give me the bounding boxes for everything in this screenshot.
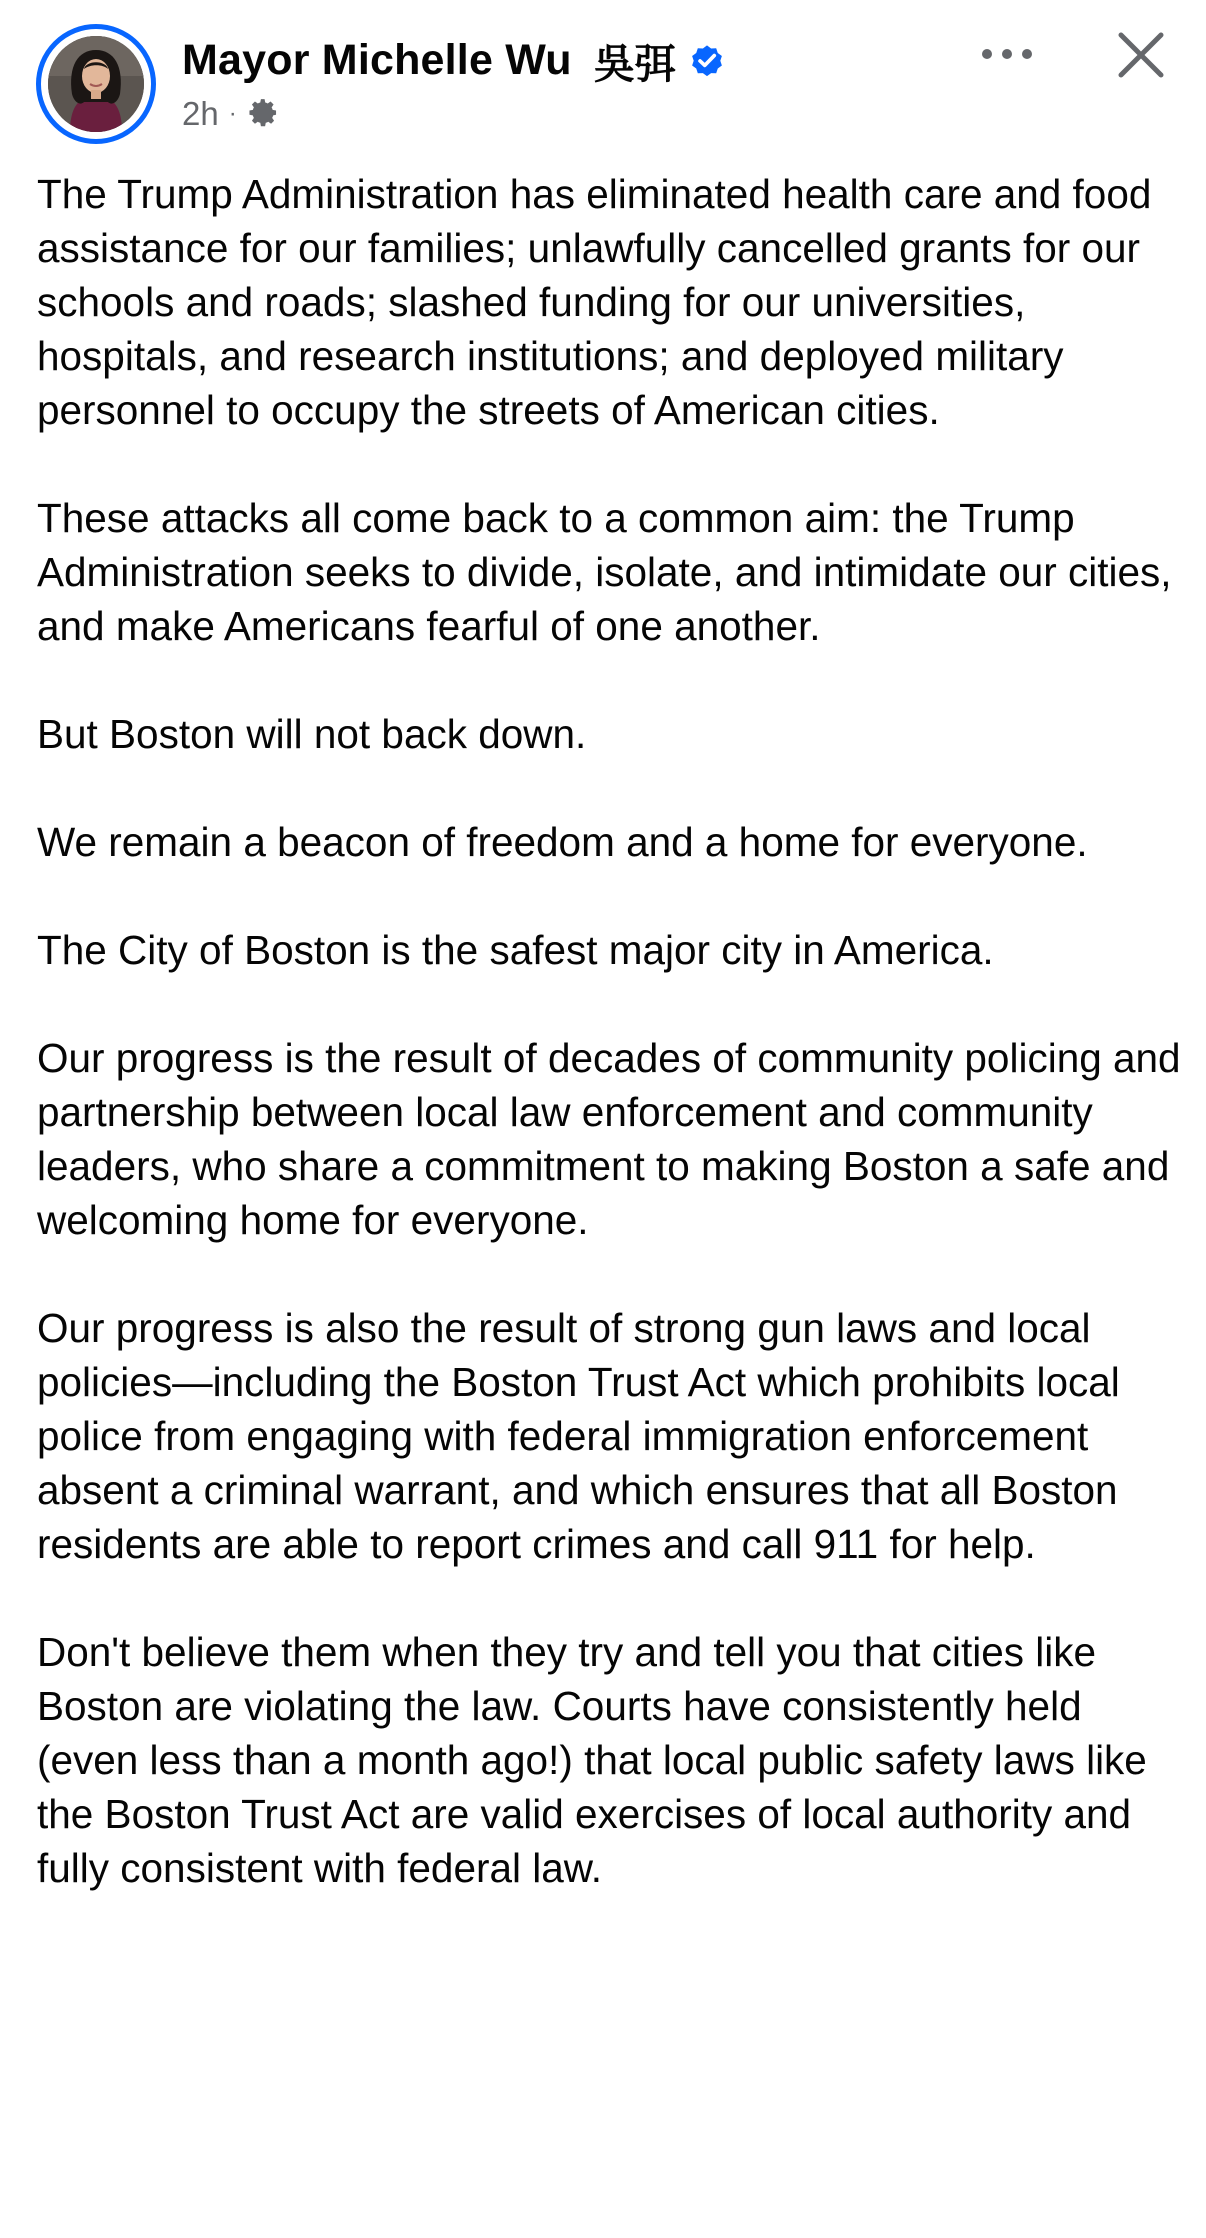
post-timestamp[interactable]: 2h	[182, 95, 219, 132]
post-paragraph: Our progress is also the result of strong gun laws and local policies—including the Boston Trust Act which prohibits local police from engaging with federal immigration enforcement absent a criminal warrant, and which ensures that all Boston residents are able to report crimes and call 911 for help.	[37, 1305, 1120, 1567]
gear-icon[interactable]	[247, 97, 281, 131]
profile-photo	[48, 36, 144, 132]
author-name-row	[182, 32, 726, 88]
author-name-native[interactable]: 吳弭	[593, 39, 676, 88]
post-paragraph: But Boston will not back down.	[37, 711, 587, 757]
author-name[interactable]: Mayor Michelle Wu	[182, 35, 572, 84]
meta-separator: ·	[228, 100, 237, 127]
close-button[interactable]	[1104, 20, 1178, 94]
more-options-button[interactable]	[970, 26, 1044, 86]
post-paragraph: The Trump Administration has eliminated health care and food assistance for our families; unlawfully cancelled grants for our schools and roads; slashed funding for our universities, hospitals, and research institutions; and deployed military personnel to occupy the streets of American cities.	[37, 171, 1152, 433]
post-paragraph: These attacks all come back to a common aim: the Trump Administration seeks to divide, isolate, and intimidate our cities, and make Americans fearful of one another.	[37, 495, 1172, 649]
verified-badge-icon	[688, 41, 726, 79]
more-horizontal-icon	[980, 47, 1034, 66]
post-paragraph: Don't believe them when they try and tell you that cities like Boston are violating the law. Courts have consistently held (even less than a month ago!) that local public safety laws like the Boston Trust Act are valid exercises of local authority and fully consistent with federal law.	[37, 1629, 1147, 1891]
post-meta	[182, 94, 281, 134]
post-paragraph: We remain a beacon of freedom and a home for everyone.	[37, 819, 1088, 865]
post-header	[0, 0, 1206, 160]
close-icon	[1116, 30, 1166, 85]
avatar[interactable]	[36, 24, 156, 144]
post-text	[37, 167, 1187, 1895]
post-paragraph: The City of Boston is the safest major city in America.	[37, 927, 994, 973]
post-paragraph: Our progress is the result of decades of community policing and partnership between local law enforcement and community leaders, who share a commitment to making Boston a safe and welcoming home for everyone.	[37, 1035, 1181, 1243]
